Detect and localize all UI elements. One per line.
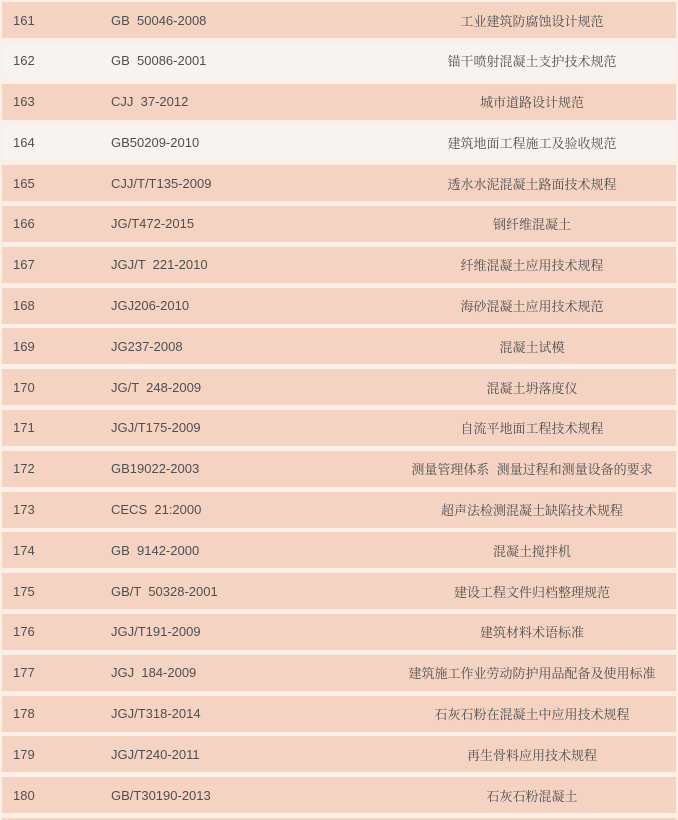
standard-code: JGJ/T175-2009 (111, 420, 201, 436)
table-row (2, 206, 676, 242)
standard-title: 建设工程文件归档整理规范 (453, 584, 610, 600)
standard-title: 海砂混凝土应用技术规范 (460, 299, 604, 315)
standard-title: 工业建筑防腐蚀设计规范 (460, 13, 604, 29)
standard-code: JGJ206-2010 (111, 298, 190, 314)
table-row (2, 777, 676, 813)
standard-code: GB50209-2010 (111, 134, 200, 150)
standard-title: 石灰石粉混凝土 (486, 788, 578, 804)
standard-title: 自流平地面工程技术规程 (460, 421, 604, 437)
table-row (2, 410, 676, 446)
table-row (2, 614, 676, 650)
table-row (2, 165, 676, 201)
standard-code: GB/T 50328-2001 (111, 583, 218, 599)
table-row (2, 43, 676, 79)
standard-title: 测量管理体系 测量过程和测量设备的要求 (411, 462, 653, 478)
standard-title: 城市道路设计规范 (479, 95, 584, 111)
table-row (2, 696, 676, 732)
standard-title: 建筑地面工程施工及验收规范 (447, 135, 617, 151)
table-row (2, 451, 676, 487)
table-row (2, 2, 676, 38)
standard-code: GB 9142-2000 (111, 542, 200, 558)
row-index: 171 (13, 420, 35, 436)
table-row (2, 328, 676, 364)
standard-code: CECS 21:2000 (111, 502, 202, 518)
standard-code: CJJ/T/T135-2009 (111, 175, 212, 191)
row-index: 177 (13, 665, 35, 681)
table-row (2, 369, 676, 405)
standard-code: GB 50046-2008 (111, 12, 207, 28)
row-index: 163 (13, 94, 35, 110)
standard-code: JG/T472-2015 (111, 216, 195, 232)
row-index: 164 (13, 134, 35, 150)
table-row (2, 655, 676, 691)
standard-title: 透水水泥混凝土路面技术规程 (447, 176, 617, 192)
row-index: 175 (13, 583, 35, 599)
table-row (2, 124, 676, 160)
standard-code: GB/T30190-2013 (111, 787, 211, 803)
table-row (2, 492, 676, 528)
standard-title: 混凝土试模 (499, 339, 565, 355)
row-index: 178 (13, 706, 35, 722)
row-index: 170 (13, 379, 35, 395)
row-index: 173 (13, 502, 35, 518)
standard-code: JGJ/T318-2014 (111, 706, 201, 722)
standard-code: CJJ 37-2012 (111, 94, 189, 110)
standard-code: GB 50086-2001 (111, 53, 207, 69)
row-index: 161 (13, 12, 35, 28)
standard-title: 钢纤维混凝土 (492, 217, 571, 233)
row-index: 162 (13, 53, 35, 69)
standard-title: 锚干喷射混凝土支护技术规范 (447, 54, 617, 70)
standard-title: 建筑材料术语标准 (479, 625, 584, 641)
standard-title: 再生骨料应用技术规程 (466, 747, 597, 763)
row-index: 180 (13, 787, 35, 803)
standard-code: JGJ 184-2009 (111, 665, 197, 681)
row-index: 179 (13, 746, 35, 762)
row-index: 166 (13, 216, 35, 232)
row-index: 167 (13, 257, 35, 273)
table-row (2, 532, 676, 568)
row-index: 169 (13, 338, 35, 354)
standards-table (0, 2, 678, 813)
standard-code: JGJ/T191-2009 (111, 624, 201, 640)
standard-title: 混凝土搅拌机 (492, 543, 571, 559)
standard-title: 纤维混凝土应用技术规程 (460, 258, 604, 274)
row-index: 168 (13, 298, 35, 314)
standard-code: JG/T 248-2009 (111, 379, 202, 395)
table-row (2, 573, 676, 609)
table-row (2, 288, 676, 324)
standard-code: GB19022-2003 (111, 461, 200, 477)
table-row (2, 84, 676, 120)
standard-code: JG237-2008 (111, 338, 183, 354)
row-index: 174 (13, 542, 35, 558)
row-index: 176 (13, 624, 35, 640)
standard-title: 混凝土坍落度仪 (486, 380, 578, 396)
standard-code: JGJ/T240-2011 (111, 746, 200, 762)
standard-title: 超声法检测混凝土缺陷技术规程 (440, 503, 623, 519)
table-row (2, 736, 676, 772)
standard-title: 石灰石粉在混凝土中应用技术规程 (434, 707, 630, 723)
standard-code: JGJ/T 221-2010 (111, 257, 208, 273)
row-index: 165 (13, 175, 35, 191)
table-row (2, 247, 676, 283)
standard-title: 建筑施工作业劳动防护用品配备及使用标准 (408, 666, 656, 682)
row-index: 172 (13, 461, 35, 477)
